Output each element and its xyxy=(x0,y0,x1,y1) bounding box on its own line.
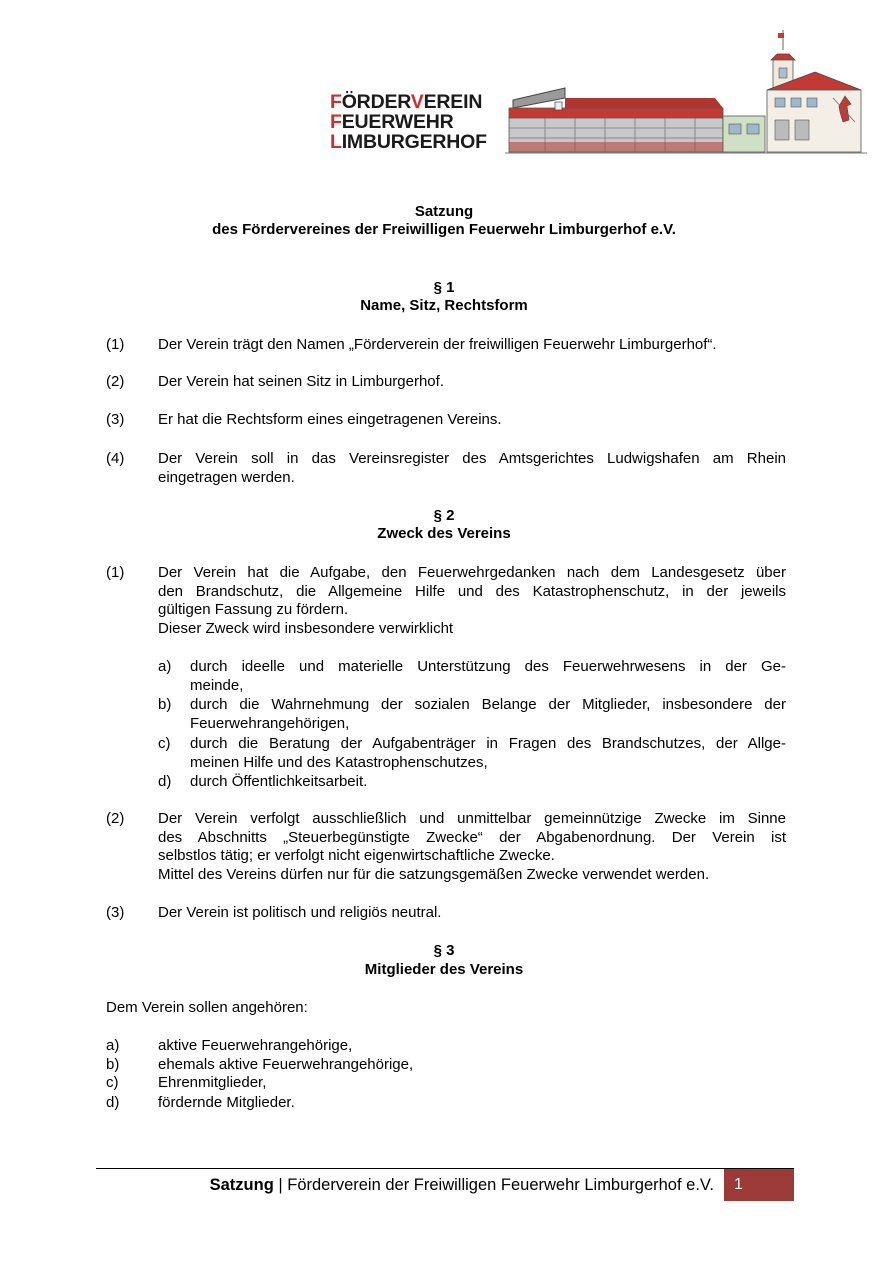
s1-item-4-text: Der Verein soll in das Vereinsregister des Amtsgerichtes Ludwigshafen am Rhein eingetragen werden. xyxy=(158,450,786,486)
s2-sub-c-label: c) xyxy=(158,735,171,752)
s2-paragraph-3-number: (3) xyxy=(106,904,125,921)
document-title: Satzung xyxy=(414,203,474,220)
s1-item-3-number: (3) xyxy=(106,411,125,428)
s1-item-2-text: Der Verein hat seinen Sitz in Limburgerhof. xyxy=(158,373,444,390)
s2-sub-b-label: b) xyxy=(158,696,172,713)
s1-item-1-number: (1) xyxy=(106,336,125,353)
section-2-heading: Zweck des Vereins xyxy=(377,525,511,542)
s2-paragraph-2-text: Der Verein verfolgt ausschließlich und unmittelbar gemeinnützige Zwecke im Sinne des Abschnitts „Steuerbegünstigte Zwecke“ der Abgabenordnung. Der Verein ist selbstlos tätig; er verfolgt nicht eigenwirtschaftliche Zwecke. Mittel des Vereins dürfen nur für die satzungsgemäßen Zwecke verwendet werden. xyxy=(158,810,786,883)
footer-title: Satzung | Förderverein der Freiwilligen Feuerwehr Limburgerhof e.V. xyxy=(209,1176,714,1194)
s3-intro: Dem Verein sollen angehören: xyxy=(106,999,308,1016)
logo-line-2: FEUERWEHR xyxy=(330,111,454,133)
s2-sub-c-text: durch die Beratung der Aufgabenträger in Fragen des Brandschutzes, der Allge- meinen Hilfe und des Katastrophenschutzes, xyxy=(190,735,786,771)
s1-item-1-text: Der Verein trägt den Namen „Förderverein der freiwilligen Feuerwehr Limburgerhof“. xyxy=(158,336,717,353)
s3-list-b-text: ehemals aktive Feuerwehrangehörige, xyxy=(158,1056,414,1073)
document-subtitle: des Fördervereines der Freiwilligen Feuerwehr Limburgerhof e.V. xyxy=(212,221,676,238)
section-1-number: § 1 xyxy=(433,279,455,296)
section-1-heading: Name, Sitz, Rechtsform xyxy=(360,297,528,314)
s2-sub-a-text: durch ideelle und materielle Unterstützung des Feuerwehrwesens in der Ge- meinde, xyxy=(190,658,786,694)
section-3-heading: Mitglieder des Vereins xyxy=(364,961,524,978)
logo-line-3: LIMBURGERHOF xyxy=(330,131,487,153)
s3-list-d-text: fördernde Mitglieder. xyxy=(158,1094,295,1111)
logo-line-1: FÖRDERVEREIN xyxy=(330,91,483,113)
s3-list-a-label: a) xyxy=(106,1037,120,1054)
footer-divider xyxy=(96,1168,794,1169)
s3-list-d-label: d) xyxy=(106,1094,120,1111)
s2-sub-d-label: d) xyxy=(158,773,172,790)
s2-sub-a-label: a) xyxy=(158,658,172,675)
fire-station-drawing-icon xyxy=(505,28,867,160)
s1-item-4-number: (4) xyxy=(106,450,125,467)
s1-item-2-number: (2) xyxy=(106,373,125,390)
s2-sub-b-text: durch die Wahrnehmung der sozialen Belange der Mitglieder, insbesondere der Feuerwehrangehörigen, xyxy=(190,696,786,732)
section-2-number: § 2 xyxy=(433,507,455,524)
s3-list-c-label: c) xyxy=(106,1074,119,1091)
s2-paragraph-1-number: (1) xyxy=(106,564,125,581)
s2-paragraph-3-text: Der Verein ist politisch und religiös neutral. xyxy=(158,904,442,921)
s2-paragraph-2-number: (2) xyxy=(106,810,125,827)
s3-list-c-text: Ehrenmitglieder, xyxy=(158,1074,267,1091)
s2-sub-d-text: durch Öffentlichkeitsarbeit. xyxy=(190,773,368,790)
s1-item-3-text: Er hat die Rechtsform eines eingetragenen Vereins. xyxy=(158,411,502,428)
club-logo-text xyxy=(330,92,487,152)
s3-list-a-text: aktive Feuerwehrangehörige, xyxy=(158,1037,353,1054)
s3-list-b-label: b) xyxy=(106,1056,120,1073)
page-number: 1 xyxy=(724,1169,794,1201)
section-3-number: § 3 xyxy=(433,942,455,959)
s2-paragraph-1-text: Der Verein hat die Aufgabe, den Feuerwehrgedanken nach dem Landesgesetz über den Brandschutz, die Allgemeine Hilfe und des Katastrophenschutz, in der jeweils gültigen Fassung zu fördern. Dieser Zweck wird insbesondere verwirklicht xyxy=(158,564,786,637)
